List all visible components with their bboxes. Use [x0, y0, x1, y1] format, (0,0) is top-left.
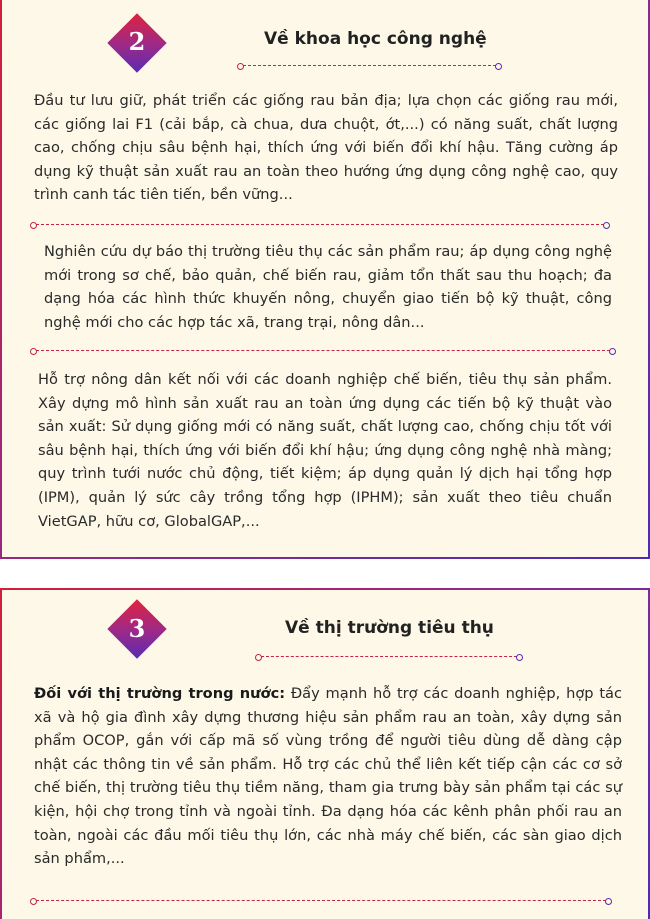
section-2-divider-1 — [36, 224, 604, 225]
section-2-title: Về khoa học công nghệ — [264, 29, 487, 49]
section-3-body: Đẩy mạnh hỗ trợ các doanh nghiệp, hợp tác xã và hộ gia đình xây dựng thương hiệu sản phẩm rau an toàn, xây dựng sản phẩm OCOP, gắn với cấp mã số vùng trồng để người tiêu dùng dễ dàng cập nhật các thông tin về sản phẩm. Hỗ trợ các chủ thể liên kết tiếp cận các cơ sở chế biến, thị trường tiêu thụ tiềm năng, tham gia trưng bày sản phẩm tại các sự kiện, hội chợ trong tỉnh và ngoài tỉnh. Đa dạng hóa các kênh phân phối rau an toàn, ngoài các đầu mối tiêu thụ lớn, các nhà máy chế biến, các sàn giao dịch sản phẩm,... — [34, 685, 623, 868]
section-2-divider-2 — [36, 350, 610, 351]
section-2-number: 2 — [128, 27, 146, 56]
section-3-paragraph — [34, 682, 622, 871]
section-3-panel — [0, 588, 650, 919]
section-3-lead: Đối với thị trường trong nước: — [34, 685, 286, 702]
section-3-title-divider — [261, 656, 517, 657]
section-2-paragraph-1: Đầu tư lưu giữ, phát triển các giống rau bản địa; lựa chọn các giống rau mới, các giống lai F1 (cải bắp, cà chua, dưa chuột, ớt,...) có năng suất, chất lượng cao, chống chịu sâu bệnh hại, thích ứng với biến đổi khí hậu. Tăng cường áp dụng kỹ thuật sản xuất rau an toàn theo hướng ứng dụng công nghệ cao, quy trình canh tác tiên tiến, bền vững... — [34, 92, 618, 204]
section-3-title: Về thị trường tiêu thụ — [285, 618, 494, 638]
section-2-paragraph-3: Hỗ trợ nông dân kết nối với các doanh nghiệp chế biến, tiêu thụ sản phẩm. Xây dựng mô hình sản xuất rau an toàn ứng dụng các tiến bộ kỹ thuật vào sản xuất: Sử dụng giống mới có năng suất, chất lượng cao, chống chịu tốt với sâu bệnh hại, thích ứng với biến đổi khí hậu; ứng dụng công nghệ nhà màng; quy trình tưới nước chủ động, tiết kiệm; áp dụng quản lý dịch hại tổng hợp (IPM), quản lý sức cây trồng tổng hợp (IPHM); sản xuất theo tiêu chuẩn VietGAP, hữu cơ, GlobalGAP,... — [38, 371, 612, 530]
section-3-divider — [36, 900, 606, 901]
section-3-number: 3 — [128, 614, 146, 643]
section-2-paragraph-2: Nghiên cứu dự báo thị trường tiêu thụ các sản phẩm rau; áp dụng công nghệ mới trong sơ chế, bảo quản, chế biến rau, giảm tổn thất sau thu hoạch; đa dạng hóa các hình thức khuyến nông, chuyển giao tiến bộ kỹ thuật, công nghệ mới cho các hợp tác xã, trang trại, nông dân... — [44, 243, 612, 331]
section-2-title-divider — [243, 65, 496, 66]
